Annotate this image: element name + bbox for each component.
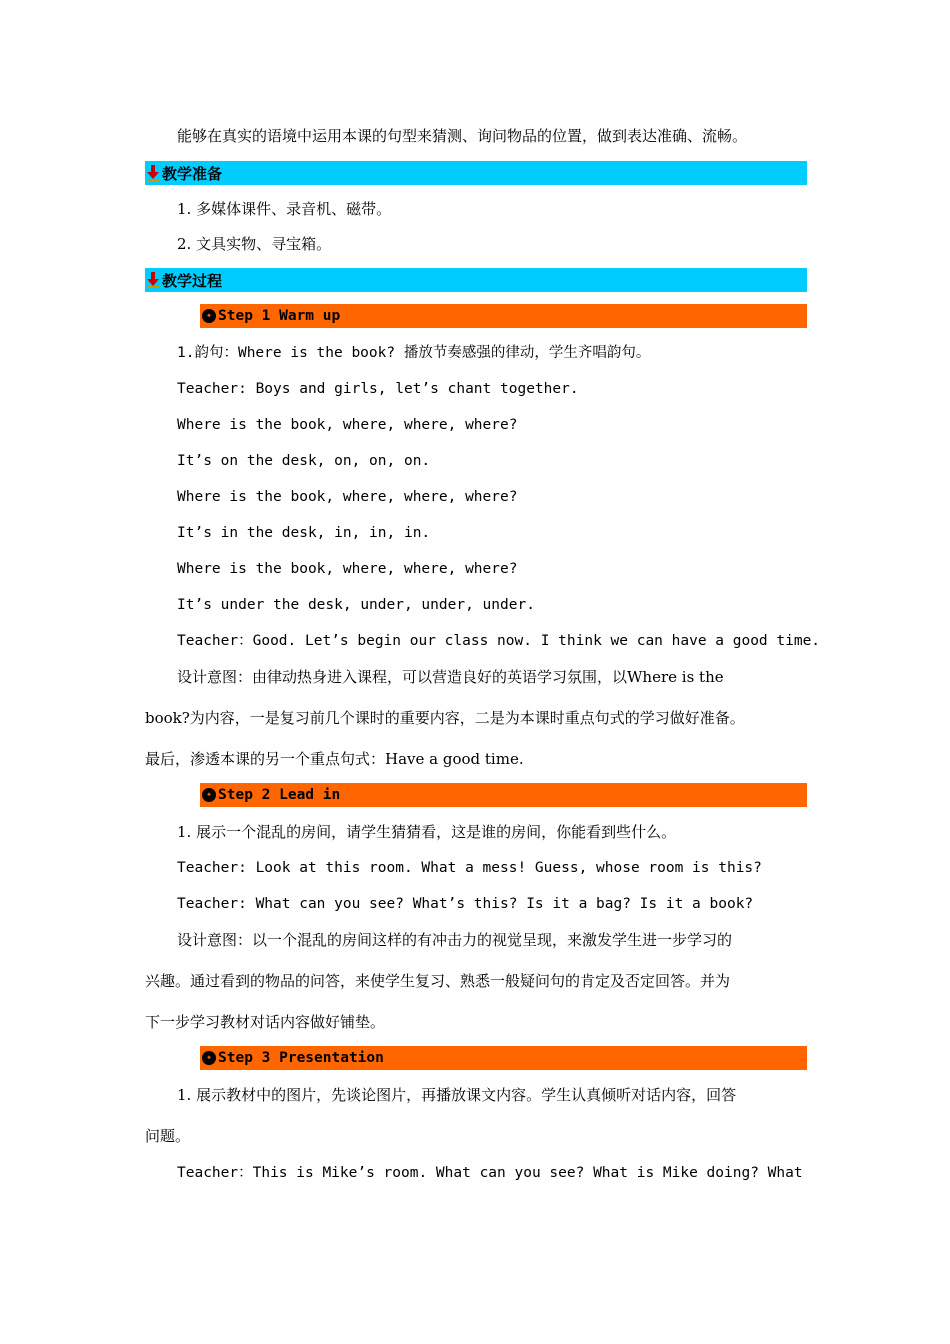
text-line: It’s on the desk, on, on, on.	[177, 453, 431, 469]
text-line: Where is the book, where, where, where?	[177, 417, 518, 433]
text-line: 1. 展示教材中的图片，先谈论图片，再播放课文内容。学生认真倾听对话内容，回答	[177, 1086, 737, 1104]
text-line: Teacher：Good. Let’s begin our class now. I think we can have a good time.	[177, 633, 821, 649]
text-line: Teacher: What can you see? What’s this? Is it a bag? Is it a book?	[177, 896, 754, 912]
step-header-1	[200, 304, 807, 328]
text-line: 1. 展示一个混乱的房间，请学生猜猜看，这是谁的房间，你能看到些什么。	[177, 823, 677, 841]
list-item: 2. 文具实物、寻宝箱。	[177, 235, 332, 253]
text-line: Where is the book, where, where, where?	[177, 561, 518, 577]
text-line: Teacher：This is Mike’s room. What can you see? What is Mike doing? What	[177, 1165, 803, 1181]
section-title: 教学准备	[162, 164, 223, 183]
down-arrow-icon	[145, 164, 161, 182]
list-item: 1. 多媒体课件、录音机、磁带。	[177, 200, 392, 218]
text-line: Where is the book, where, where, where?	[177, 489, 518, 505]
text-line: It’s in the desk, in, in, in.	[177, 525, 431, 541]
text-line: 1.韵句：Where is the book? 播放节奏感强的律动，学生齐唱韵句。	[177, 345, 651, 361]
text-line: Teacher: Look at this room. What a mess! Guess, whose room is this?	[177, 860, 762, 876]
design-intent-line: 设计意图：以一个混乱的房间这样的有冲击力的视觉呈现，来激发学生进一步学习的	[177, 931, 733, 949]
step-header-3	[200, 1046, 807, 1070]
step-title: Step 1 Warm up	[218, 308, 341, 324]
section-header-preparation	[145, 161, 807, 185]
design-intent-line: 兴趣。通过看到的物品的问答，来使学生复习、熟悉一般疑问句的肯定及否定回答。并为	[145, 972, 731, 990]
intro-paragraph: 能够在真实的语境中运用本课的句型来猜测、询问物品的位置，做到表达准确、流畅。	[177, 127, 748, 145]
step-header-2	[200, 783, 807, 807]
text-line: It’s under the desk, under, under, under.	[177, 597, 535, 613]
down-arrow-icon	[145, 271, 161, 289]
star-icon: ✦	[202, 309, 216, 323]
text-line: 问题。	[145, 1127, 191, 1145]
design-intent-line: 下一步学习教材对话内容做好铺垫。	[145, 1013, 386, 1031]
design-intent-line: 最后，渗透本课的另一个重点句式：Have a good time.	[145, 750, 524, 768]
section-title: 教学过程	[162, 271, 223, 290]
text-line: Teacher: Boys and girls, let’s chant together.	[177, 381, 579, 397]
step-title: Step 3 Presentation	[218, 1050, 384, 1066]
design-intent-line: book?为内容，一是复习前几个课时的重要内容，二是为本课时重点句式的学习做好准备。	[145, 709, 745, 727]
star-icon: ✦	[202, 788, 216, 802]
section-header-process	[145, 268, 807, 292]
step-title: Step 2 Lead in	[218, 787, 341, 803]
design-intent-line: 设计意图：由律动热身进入课程，可以营造良好的英语学习氛围，以Where is the	[177, 668, 724, 686]
star-icon: ✦	[202, 1051, 216, 1065]
